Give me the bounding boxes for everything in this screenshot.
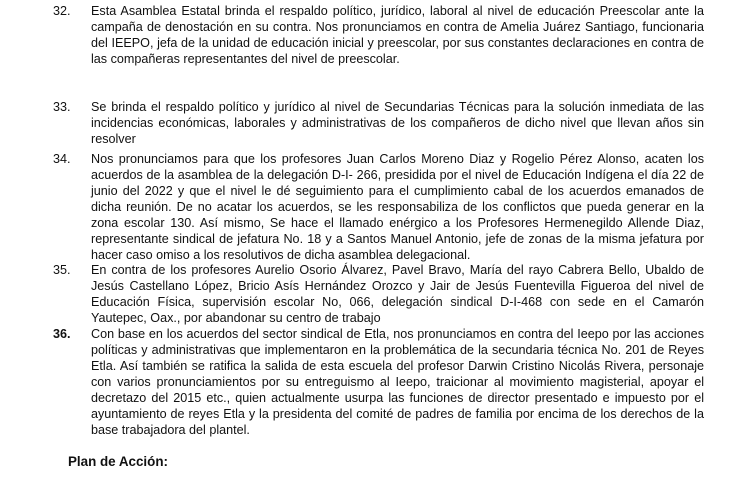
item-text: En contra de los profesores Aurelio Osorio Álvarez, Pavel Bravo, María del rayo Cabrera Bello, Ubaldo de Jesús Castellano López, Bricio Asís Hernández Orozco y Jair de Jesús Fuentevilla Figueroa del nivel de Educación Física, supervisión escolar No, 066, delegación sindical D-I-468 con sede en el Camarón Yautepec, Oax., por abandonar su centro de trabajo: [91, 263, 704, 325]
list-item-33: [53, 99, 704, 147]
list-item-35: [53, 262, 704, 326]
item-number: 32.: [53, 4, 71, 18]
item-number: 33.: [53, 100, 71, 114]
section-heading: Plan de Acción:: [68, 454, 168, 469]
list-item-36: [53, 326, 704, 438]
item-number: 35.: [53, 263, 71, 277]
item-number: 34.: [53, 152, 71, 166]
list-item-32: [53, 3, 704, 67]
item-text: Con base en los acuerdos del sector sindical de Etla, nos pronunciamos en contra del Ieepo por las acciones políticas y administrativas que implementaron en la problemática de la secundaria técnica No. 201 de Reyes Etla. Así también se ratifica la salida de esta escuela del profesor Darwin Cristino Nicolás Rivera, personaje con varios pronunciamientos por su entreguismo al Ieepo, traicionar al movimiento magisterial, apoyar el decretazo del 2015 etc., quien actualmente usurpa las funciones de director presentado e impuesto por el ayuntamiento de reyes Etla y la presidenta del comité de padres de familia por encima de los derechos de la base trabajadora del plantel.: [91, 327, 704, 437]
item-text: Se brinda el respaldo político y jurídico al nivel de Secundarias Técnicas para la solución inmediata de las incidencias económicas, laborales y administrativas de los compañeros de dicho nivel que llevan años sin resolver: [91, 100, 704, 146]
item-number: 36.: [53, 327, 71, 341]
list-item-34: [53, 151, 704, 263]
item-text: Nos pronunciamos para que los profesores Juan Carlos Moreno Diaz y Rogelio Pérez Alonso, acaten los acuerdos de la asamblea de la delegación D-I- 266, presidida por el nivel de Educación Indígena el día 22 de junio del 2022 y que el nivel le dé seguimiento para el cumplimiento cabal de los acuerdos emanados de dicha reunión. De no acatar los acuerdos, se les responsabiliza de los conflictos que pueda generar en la zona escolar 130. Así mismo, Se hace el llamado enérgico a los Profesores Hermenegildo Allende Diaz, representante sindical de jefatura No. 18 y a Santos Manuel Antonio, jefe de zonas de la misma jefatura por hacer caso omiso a los resolutivos de dicha asamblea delegacional.: [91, 152, 704, 262]
item-text: Esta Asamblea Estatal brinda el respaldo político, jurídico, laboral al nivel de educación Preescolar ante la campaña de denostación en su contra. Nos pronunciamos en contra de Amelia Juárez Santiago, funcionaria del IEEPO, jefa de la unidad de educación inicial y preescolar, por sus constantes declaraciones en contra de las compañeras representantes del nivel de preescolar.: [91, 4, 704, 66]
